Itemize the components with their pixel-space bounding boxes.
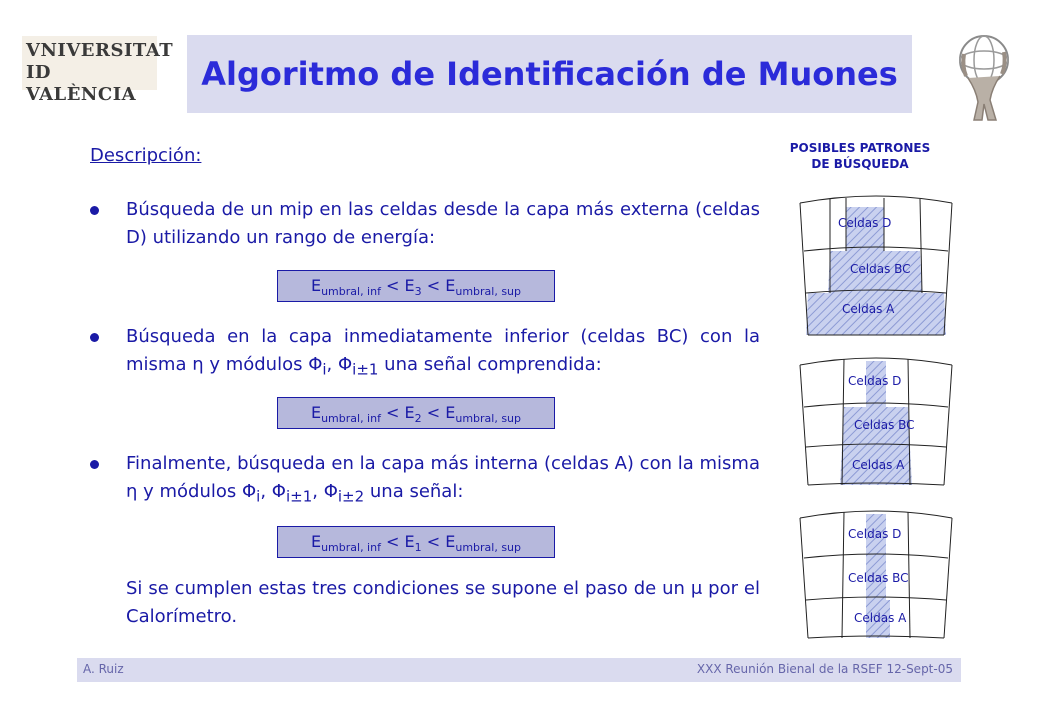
label-celdas-bc: Celdas BC [848,571,909,585]
label-celdas-a: Celdas A [854,611,907,625]
title-banner [187,35,912,113]
formula-e: E [310,276,322,295]
label-celdas-a: Celdas A [852,458,905,472]
bullet-text-part: , Φ [326,354,353,375]
bullet-item-3 [90,450,760,511]
formula-op: < E [421,403,456,422]
formula-index: 1 [414,541,422,555]
bullet-dot [90,206,99,215]
formula-high: umbral, sup [455,541,522,555]
footer-bar [77,658,961,682]
footer-author: A. Ruiz [83,662,124,676]
formula-op: < E [421,276,456,295]
search-pattern-1 [786,195,966,345]
atlas-figure-icon [948,30,1014,122]
formula-high: umbral, sup [455,412,522,426]
bullet-dot [90,333,99,342]
phi-subscript: i [256,487,261,506]
slide-title: Algoritmo de Identificación de Muones [201,55,898,93]
bullet-text [126,323,760,384]
logo-line-1: VNIVERSITAT [26,40,174,61]
phi-subscript: i±1 [285,487,313,506]
formula-op: < E [421,532,456,551]
patterns-heading-line-1: POSIBLES PATRONES [789,141,931,155]
bullet-text [126,450,760,511]
formula-low: umbral, inf [321,541,381,555]
conclusion-text: Si se cumplen estas tres condiciones se supone el paso de un μ por el Calorímetro. [126,578,760,627]
label-celdas-d: Celdas D [848,374,902,388]
formula-e: E [310,532,322,551]
bullet-text-part: , Φ [260,481,286,502]
formula-e: E [310,403,322,422]
logo-text [26,40,174,106]
label-celdas-d: Celdas D [838,216,892,230]
formula-high: umbral, sup [455,285,522,299]
bullet-text-part: , Φ [312,481,338,502]
formula-e3 [277,270,555,302]
bullet-text-part: una señal: [364,481,464,502]
phi-subscript: i±2 [337,487,365,506]
formula-e1 [277,526,555,558]
bullet-text-part: una señal comprendida: [378,354,602,375]
formula-op: < E [380,403,415,422]
logo-line-2: ID VALÈNCIA [26,62,137,105]
bullet-text-part: Búsqueda en la capa inmediatamente inferior (celdas BC) con la misma η y módulos Φ [126,326,760,375]
formula-low: umbral, inf [321,412,381,426]
bullet-dot [90,460,99,469]
section-heading: Descripción: [90,145,202,166]
university-logo [22,36,174,105]
formula-low: umbral, inf [321,285,381,299]
patterns-heading-line-2: DE BÚSQUEDA [811,157,909,171]
bullet-item-1 [90,196,760,252]
phi-subscript: i [322,360,327,379]
search-pattern-3 [786,508,966,658]
phi-subscript: i±1 [352,360,379,379]
formula-index: 2 [414,412,422,426]
patterns-heading [770,140,950,172]
bullet-text-part: Finalmente, búsqueda en la capa más interna (celdas A) con la misma η y módulos Φ [126,453,760,502]
search-pattern-2 [786,355,966,505]
formula-op: < E [380,532,415,551]
bullet-text: Búsqueda de un mip en las celdas desde la capa más externa (celdas D) utilizando un rango de energía: [126,199,760,248]
label-celdas-bc: Celdas BC [850,262,911,276]
formula-op: < E [380,276,415,295]
label-celdas-a: Celdas A [842,302,895,316]
formula-index: 3 [414,285,422,299]
label-celdas-bc: Celdas BC [854,418,915,432]
label-celdas-d: Celdas D [848,527,902,541]
formula-e2 [277,397,555,429]
footer-event: XXX Reunión Bienal de la RSEF 12-Sept-05 [696,662,953,676]
bullet-item-2 [90,323,760,384]
